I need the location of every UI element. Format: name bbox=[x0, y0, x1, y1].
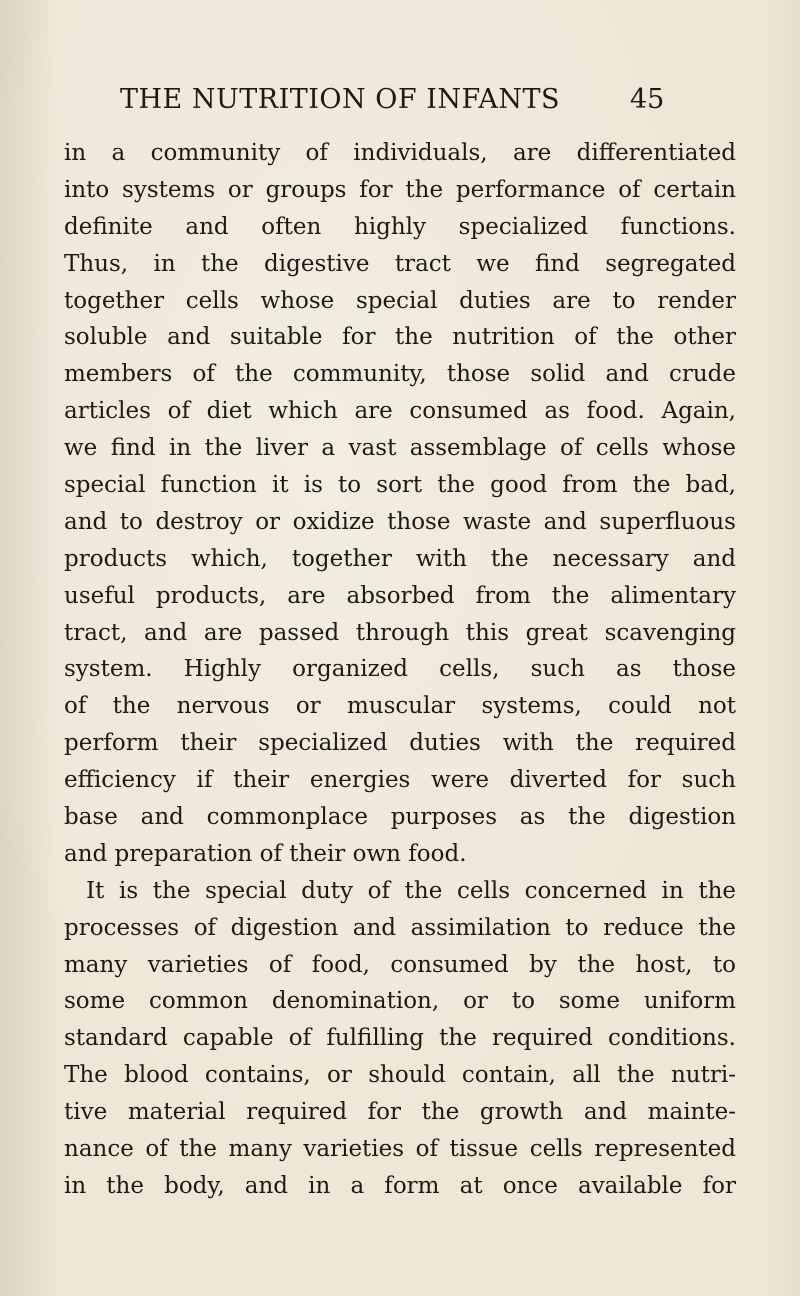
text-line: members of the community, those solid and crude bbox=[64, 361, 736, 388]
text-line: It is the special duty of the cells concerned in the bbox=[86, 877, 736, 904]
text-line: special function it is to sort the good from the bad, bbox=[64, 472, 736, 499]
text-line: system. Highly organized cells, such as those bbox=[64, 656, 736, 683]
text-line: Thus, in the digestive tract we find segregated bbox=[64, 250, 736, 277]
text-line: and preparation of their own food. bbox=[64, 840, 467, 867]
text-line: in the body, and in a form at once available for bbox=[64, 1172, 736, 1199]
text-line: we find in the liver a vast assemblage of cells whose bbox=[64, 435, 736, 462]
page-number: 45 bbox=[630, 84, 665, 115]
text-line: products which, together with the necessary and bbox=[64, 545, 736, 572]
text-line: nance of the many varieties of tissue cells represented bbox=[64, 1136, 736, 1163]
text-line: processes of digestion and assimilation to reduce the bbox=[64, 914, 736, 941]
text-line: together cells whose special duties are to render bbox=[64, 287, 736, 314]
text-line: The blood contains, or should contain, all the nutri- bbox=[64, 1062, 736, 1089]
text-line: useful products, are absorbed from the alimentary bbox=[64, 582, 736, 609]
text-line: some common denomination, or to some uniform bbox=[64, 988, 736, 1015]
text-line: perform their specialized duties with the required bbox=[64, 730, 736, 757]
text-line: many varieties of food, consumed by the host, to bbox=[64, 951, 736, 978]
text-line: efficiency if their energies were diverted for such bbox=[64, 767, 736, 794]
text-line: in a community of individuals, are differentiated bbox=[64, 140, 736, 166]
body-text bbox=[64, 135, 736, 1205]
text-line: of the nervous or muscular systems, could not bbox=[64, 693, 736, 720]
text-line: into systems or groups for the performance of certain bbox=[64, 176, 736, 203]
text-line: standard capable of fulfilling the required conditions. bbox=[64, 1025, 736, 1052]
text-line: base and commonplace purposes as the digestion bbox=[64, 804, 736, 831]
paragraph-2 bbox=[64, 873, 736, 1205]
text-line: definite and often highly specialized functions. bbox=[64, 213, 736, 240]
text-line: tract, and are passed through this great scavenging bbox=[64, 619, 736, 646]
running-head bbox=[0, 84, 800, 124]
text-line: articles of diet which are consumed as food. Again, bbox=[64, 398, 736, 425]
text-line: soluble and suitable for the nutrition of the other bbox=[64, 324, 736, 351]
text-line: tive material required for the growth and mainte- bbox=[64, 1099, 736, 1126]
paragraph-1 bbox=[64, 135, 736, 873]
running-title: THE NUTRITION OF INFANTS bbox=[120, 84, 561, 115]
text-line: and to destroy or oxidize those waste and superfluous bbox=[64, 508, 736, 535]
